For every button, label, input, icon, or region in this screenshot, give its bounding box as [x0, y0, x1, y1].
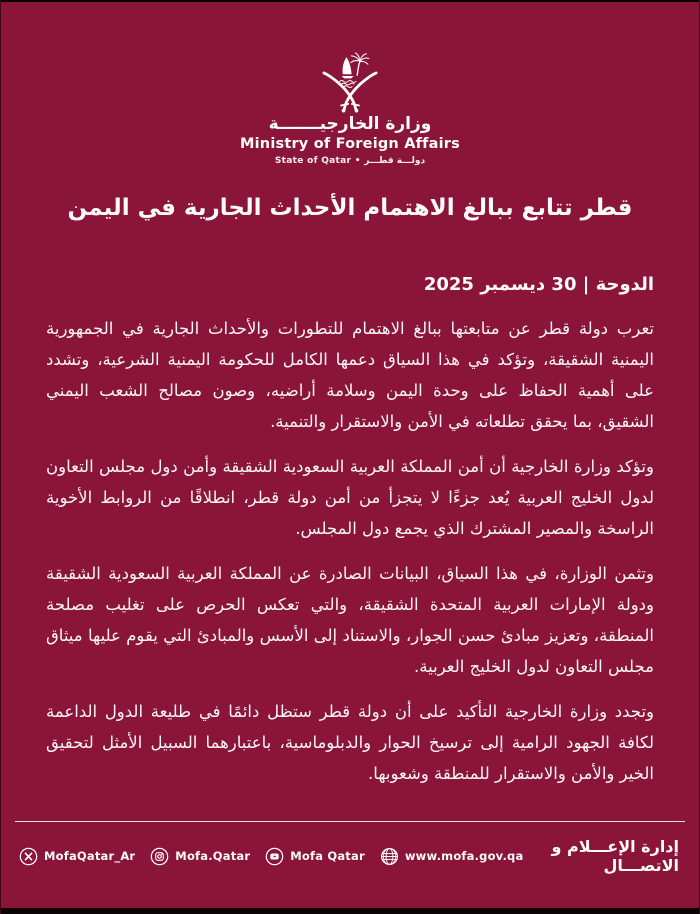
website-link[interactable] [380, 847, 524, 866]
social-handle-youtube[interactable] [265, 847, 365, 866]
qatar-emblem [319, 52, 381, 114]
bottom-edge-bar [1, 908, 699, 914]
globe-icon [380, 847, 399, 866]
statement-paragraph-2: وتؤكد وزارة الخارجية أن أمن المملكة العربية السعودية الشقيقة وأمن دول مجلس التعاون لدول الخليج العربية يُعد جزءًا لا يتجزأ من أمن دولة قطر، انطلاقًا من الروابط الأخوية الراسخة والمصير المشترك الذي يجمع دول المجلس. [46, 457, 654, 538]
x-icon [19, 847, 38, 866]
statement-paragraph-3: وتثمن الوزارة، في هذا السياق، البيانات الصادرة عن المملكة العربية السعودية الشقيقة ودولة الإمارات العربية المتحدة الشقيقة، والتي تعكس الحرص على تغليب مصلحة المنطقة، وتعزيز مبادئ حسن الجوار، والاستناد إلى الأسس والمبادئ التي يقوم عليها ميثاق مجلس التعاون لدول الخليج العربية. [46, 564, 654, 676]
ministry-name-arabic: وزارة الخارجيـــــــة [268, 114, 432, 134]
department-name: إدارة الإعـــلام و الاتصـــال [551, 837, 679, 875]
social-handle-label: Mofa.Qatar [175, 849, 251, 863]
social-handle-label: MofaQatar_Ar [44, 849, 136, 863]
social-links [19, 847, 523, 866]
statement-paragraph-1: تعرب دولة قطر عن متابعتها ببالغ الاهتمام للتطورات والأحداث الجارية في الجمهورية اليمنية الشقيقة، وتؤكد في هذا السياق دعمها الكامل للحكومة اليمنية الشرعية، وتشدد على أهمية الحفاظ على وحدة اليمن وسلامة أراضيه، وصون مصالح الشعب اليمني الشقيق، بما يحقق تطلعاته في الأمن والاستقرار والتنمية. [46, 319, 654, 431]
social-handle-x[interactable] [19, 847, 135, 866]
qatar-emblem-icon [319, 52, 381, 114]
statement-title: قطر تتابع ببالغ الاهتمام الأحداث الجارية في اليمن [67, 195, 633, 221]
website-url-label: www.mofa.gov.qa [404, 849, 524, 863]
footer-divider [15, 821, 685, 822]
top-edge-bar [1, 0, 699, 2]
social-handle-label: Mofa Qatar [290, 849, 365, 863]
statement-paragraph-4: وتجدد وزارة الخارجية التأكيد على أن دولة قطر ستظل دائمًا في طليعة الدول الداعمة لكافة الجهود الرامية إلى ترسيخ الحوار والدبلوماسية، باعتبارهما السبيل الأمثل لتحقيق الخير والأمن والاستقرار للمنطقة وشعوبها. [46, 702, 654, 783]
statement-body [46, 313, 654, 803]
statement-dateline: الدوحة | 30 ديسمبر 2025 [423, 274, 654, 295]
social-handle-instagram[interactable] [150, 847, 250, 866]
ministry-name-english: Ministry of Foreign Affairs [240, 136, 460, 152]
footer [19, 837, 679, 875]
state-of-qatar-line: State of Qatar • دولـــة قطـــر [274, 156, 426, 166]
instagram-icon [150, 847, 169, 866]
youtube-icon [265, 847, 284, 866]
